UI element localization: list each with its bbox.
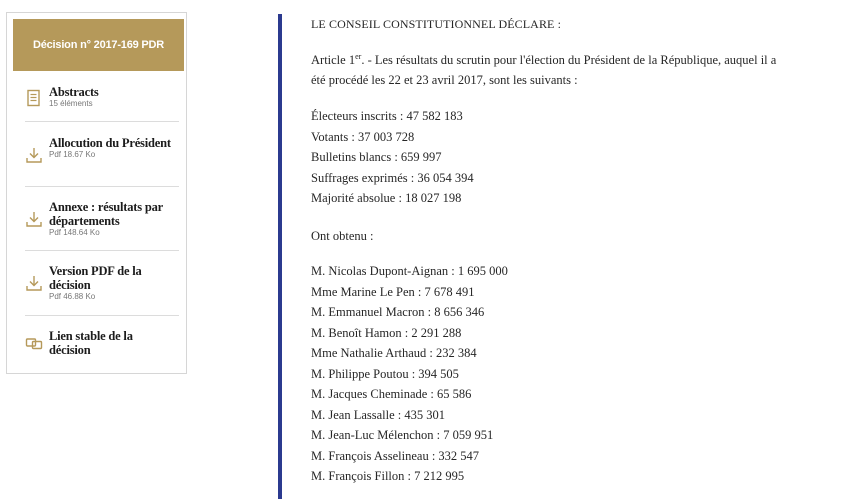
download-icon [25,210,43,228]
sidebar-item-meta: Pdf 148.64 Ko [49,228,100,237]
download-icon [25,274,43,292]
obtained-label: Ont obtenu : [311,229,374,243]
article-label: Article 1 [311,53,356,67]
sidebar-item-label: Version PDF de la décision [49,264,142,292]
candidate-line: M. Philippe Poutou : 394 505 [311,367,459,381]
article-sup: er [355,52,362,61]
stat-line: Suffrages exprimés : 36 054 394 [311,171,474,185]
candidate-line: M. Jean Lassalle : 435 301 [311,408,446,422]
download-icon [25,146,43,164]
candidate-line: Mme Marine Le Pen : 7 678 491 [311,285,475,299]
article-text: . - Les résultats du scrutin pour l'élection du Président de la République, auquel il a [361,53,777,67]
document-icon [25,89,43,107]
stat-line: Votants : 37 003 728 [311,130,415,144]
article-line-1 [311,53,776,68]
candidate-line: M. Nicolas Dupont-Aignan : 1 695 000 [311,264,508,278]
article-line-2: été procédé les 22 et 23 avril 2017, sont les suivants : [311,73,578,87]
stat-line: Bulletins blancs : 659 997 [311,150,442,164]
sidebar-item-label: Allocution du Président [49,136,171,150]
sidebar-item-meta: Pdf 18.67 Ko [49,150,96,159]
sidebar [6,12,187,374]
sidebar-item-label: Lien stable de la décision [49,329,133,357]
declaration-heading: LE CONSEIL CONSTITUTIONNEL DÉCLARE : [311,17,562,31]
link-icon [25,334,43,352]
sidebar-item-meta: Pdf 46.88 Ko [49,292,96,301]
candidate-line: M. Jacques Cheminade : 65 586 [311,387,472,401]
candidate-line: Mme Nathalie Arthaud : 232 384 [311,346,477,360]
sidebar-item-label: Annexe : résultats par départements [49,200,163,228]
candidate-line: M. Jean-Luc Mélenchon : 7 059 951 [311,428,494,442]
divider [25,315,179,316]
candidate-line: M. François Asselineau : 332 547 [311,449,480,463]
divider [25,250,179,251]
divider [25,186,179,187]
candidate-line: M. Emmanuel Macron : 8 656 346 [311,305,485,319]
content-rule [278,14,282,499]
stat-line: Majorité absolue : 18 027 198 [311,191,462,205]
candidate-line: M. François Fillon : 7 212 995 [311,469,465,483]
sidebar-item-meta: 15 éléments [49,99,93,108]
divider [25,121,179,122]
sidebar-item-label: Abstracts [49,85,99,99]
decision-number-header: Décision n° 2017-169 PDR [13,19,184,71]
candidate-line: M. Benoît Hamon : 2 291 288 [311,326,462,340]
stat-line: Électeurs inscrits : 47 582 183 [311,109,463,123]
